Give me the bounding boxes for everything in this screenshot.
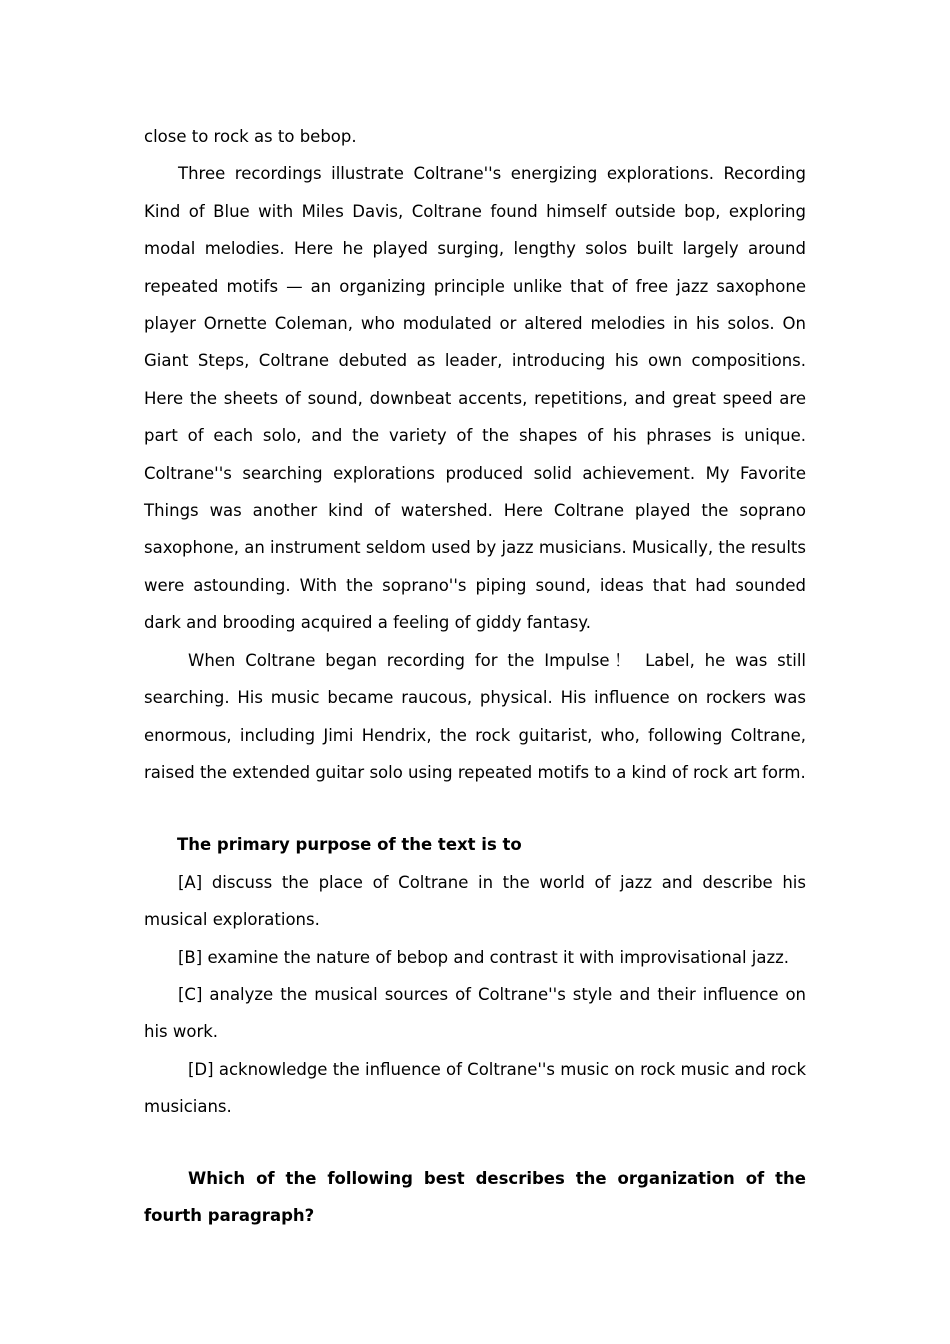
question-1-stem: The primary purpose of the text is to <box>177 835 522 855</box>
question-1-option-b: [B] examine the nature of bebop and contrast it with improvisational jazz. <box>178 947 790 967</box>
passage-paragraph-5: When Coltrane began recording for the Impulse！ Label, he was still searching. His music became raucous, physical. His influence on rockers was enormous, including Jimi Hendrix, the rock guitarist, who, following Coltrane, raised the extended guitar solo using repeated motifs to a kind of rock art form. <box>144 650 806 782</box>
question-1-option-a: [A] discuss the place of Coltrane in the world of jazz and describe his musical explorations. <box>144 872 806 930</box>
spacer <box>144 1126 806 1160</box>
passage-continued-line: close to rock as to bebop. <box>144 127 357 146</box>
document-page <box>144 118 806 1234</box>
question-1-option-d: [D] acknowledge the influence of Coltrane''s music on rock music and rock musicians. <box>144 1059 806 1117</box>
spacer <box>144 791 806 826</box>
question-2-stem: Which of the following best describes the organization of the fourth paragraph? <box>144 1168 806 1225</box>
passage-paragraph-4: Three recordings illustrate Coltrane''s energizing explorations. Recording Kind of Blue with Miles Davis, Coltrane found himself outside bop, exploring modal melodies. Here he played surging, lengthy solos built largely around repeated motifs — an organizing principle unlike that of free jazz saxophone player Ornette Coleman, who modulated or altered melodies in his solos. On Giant Steps, Coltrane debuted as leader, introducing his own compositions. Here the sheets of sound, downbeat accents, repetitions, and great speed are part of each solo, and the variety of the shapes of his phrases is unique. Coltrane''s searching explorations produced solid achievement. My Favorite Things was another kind of watershed. Here Coltrane played the soprano saxophone, an instrument seldom used by jazz musicians. Musically, the results were astounding. With the soprano''s piping sound, ideas that had sounded dark and brooding acquired a feeling of giddy fantasy. <box>144 164 806 633</box>
question-1-option-c: [C] analyze the musical sources of Coltrane''s style and their influence on his work. <box>144 984 806 1042</box>
